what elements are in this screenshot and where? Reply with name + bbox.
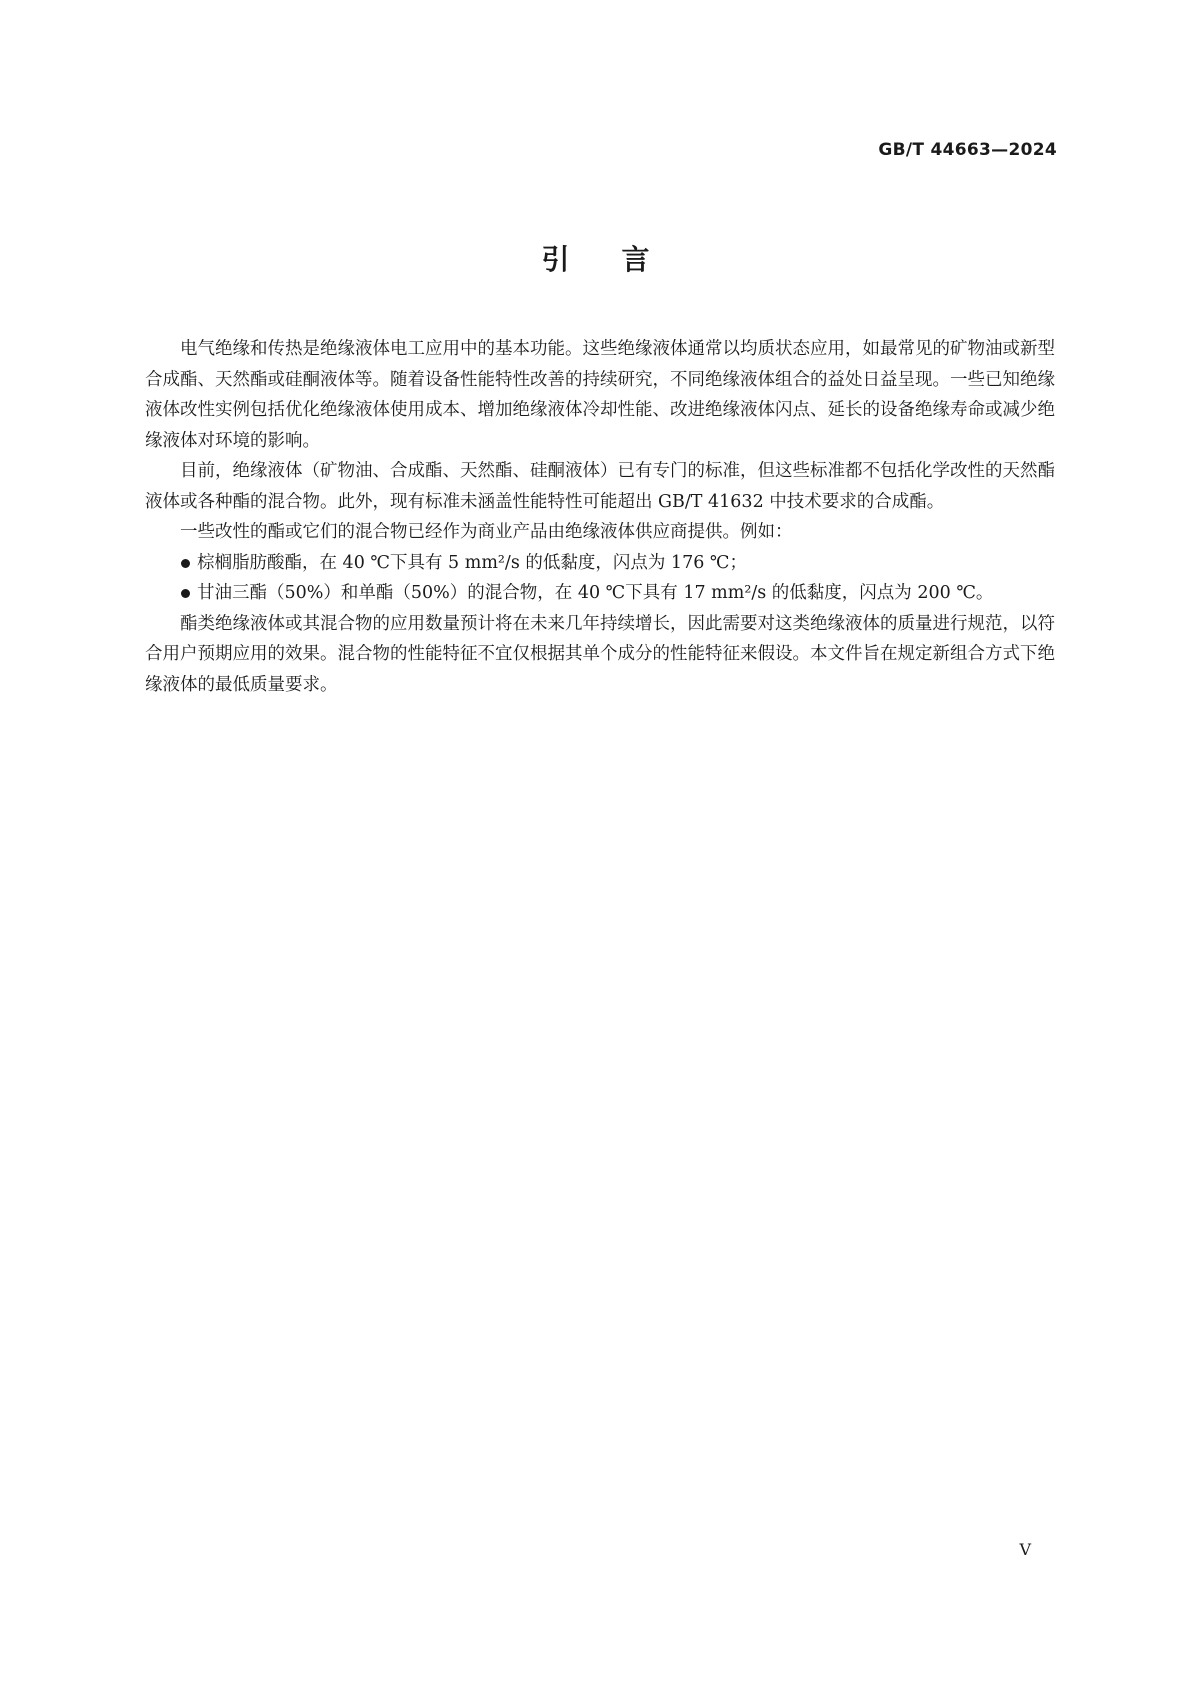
paragraph-closing: 酯类绝缘液体或其混合物的应用数量预计将在未来几年持续增长，因此需要对这类绝缘液体的质量进行规范，以符合用户预期应用的效果。混合物的性能特征不宜仅根据其单个成分的性能特征来假设。本文件旨在规定新组合方式下绝缘液体的最低质量要求。: [145, 613, 1055, 695]
paragraph-3: 一些改性的酯或它们的混合物已经作为商业产品由绝缘液体供应商提供。例如：: [180, 522, 793, 542]
page-title: [0, 238, 1191, 278]
bullet-dot-icon: [181, 559, 190, 568]
paragraph-2: 目前，绝缘液体（矿物油、合成酯、天然酯、硅酮液体）已有专门的标准，但这些标准都不包括化学改性的天然酯液体或各种酯的混合物。此外，现有标准未涵盖性能特性可能超出 GB/T 41632 中技术要求的合成酯。: [145, 461, 1055, 512]
introduction-body: [145, 334, 1055, 700]
page-number: V: [1019, 1540, 1031, 1559]
paragraph-1: 电气绝缘和传热是绝缘液体电工应用中的基本功能。这些绝缘液体通常以均质状态应用，如最常见的矿物油或新型合成酯、天然酯或硅酮液体等。随着设备性能特性改善的持续研究，不同绝缘液体组合的益处日益呈现。一些已知绝缘液体改性实例包括优化绝缘液体使用成本、增加绝缘液体冷却性能、改进绝缘液体闪点、延长的设备绝缘寿命或减少绝缘液体对环境的影响。: [145, 339, 1055, 451]
page-title-char-2: 言: [621, 243, 650, 276]
bullet-dot-icon: [181, 589, 190, 598]
bullet-item-text: 甘油三酯（50%）和单酯（50%）的混合物，在 40 ℃下具有 17 mm²/s 的低黏度，闪点为 200 ℃。: [197, 583, 994, 603]
bullet-item-text: 棕榈脂肪酸酯，在 40 ℃下具有 5 mm²/s 的低黏度，闪点为 176 ℃；: [197, 552, 747, 573]
bullet-item-2: [145, 578, 1055, 609]
page-title-char-1: 引: [541, 243, 570, 276]
bullet-item-1: [145, 548, 1055, 579]
standard-number: GB/T 44663—2024: [878, 140, 1057, 160]
